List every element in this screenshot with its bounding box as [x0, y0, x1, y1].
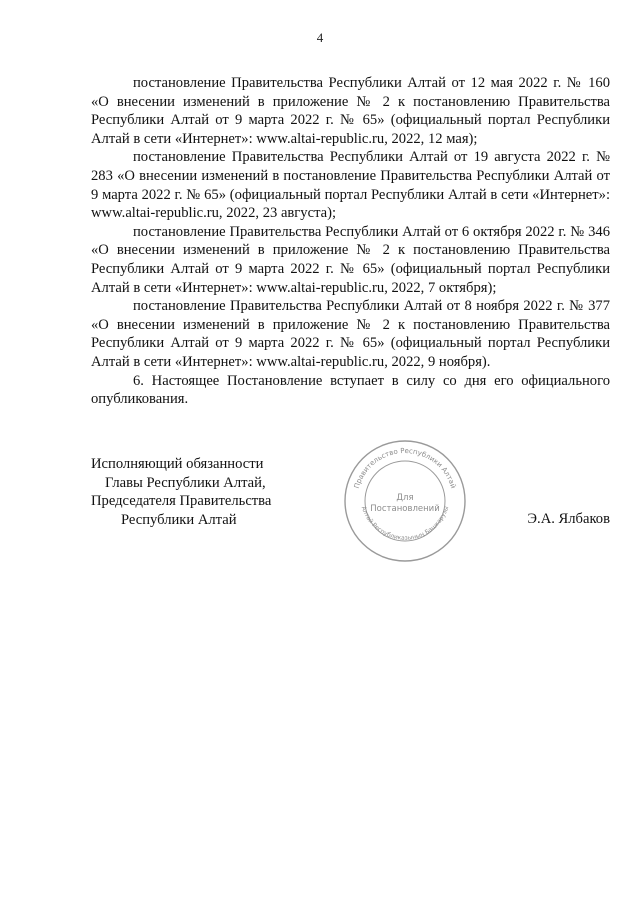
signature-title-line-4: Республики Алтай	[121, 511, 237, 528]
signature-title-line-1: Исполняющий обязанности	[91, 456, 264, 472]
seal-outer-text-bottom: Алтай Республиказының Башкарузы	[359, 505, 451, 542]
signatory-name: Э.А. Ялбаков	[527, 511, 610, 527]
seal-graphic	[342, 438, 468, 564]
paragraph-resolution-377: постановление Правительства Республики Алтай от 8 ноября 2022 г. № 377 «О внесении изменений в приложение № 2 к постановлению Правительства Республики Алтай от 9 марта 2022 г. № 65» (официальный портал Республики Алтай в сети «Интернет»: www.altai-republic.ru, 2022, 9 ноября).	[91, 298, 610, 370]
official-seal	[342, 438, 468, 564]
seal-outer-text-top: Правительство Республики Алтай	[352, 446, 458, 490]
document-body	[91, 74, 610, 409]
paragraph-resolution-160: постановление Правительства Республики Алтай от 12 мая 2022 г. № 160 «О внесении изменений в приложение № 2 к постановлению Правительства Республики Алтай от 9 марта 2022 г. № 65» (официальный портал Республики Алтай в сети «Интернет»: www.altai-republic.ru, 2022, 12 мая);	[91, 75, 610, 147]
paragraph-resolution-346: постановление Правительства Республики Алтай от 6 октября 2022 г. № 346 «О внесении изменений в приложение № 2 к постановлению Правительства Республики Алтай от 9 марта 2022 г. № 65» (официальный портал Республики Алтай в сети «Интернет»: www.altai-republic.ru, 2022, 7 октября);	[91, 223, 610, 296]
signature-title-line-2: Главы Республики Алтай,	[105, 474, 266, 491]
seal-center-line-1: Для	[396, 493, 414, 503]
signature-block	[91, 455, 271, 529]
signature-title-line-3: Председателя Правительства	[91, 493, 272, 510]
paragraph-resolution-283: постановление Правительства Республики Алтай от 19 августа 2022 г. № 283 «О внесении изменений в постановление Правительства Республики Алтай от 9 марта 2022 г. № 65» (официальный портал Республики Алтай в сети «Интернет»: www.altai-republic.ru, 2022, 23 августа);	[91, 149, 610, 222]
page-number: 4	[316, 30, 324, 45]
paragraph-entry-into-force: 6. Настоящее Постановление вступает в силу со дня его официального опубликования.	[91, 372, 610, 408]
seal-center-line-2: Постановлений	[370, 504, 440, 514]
